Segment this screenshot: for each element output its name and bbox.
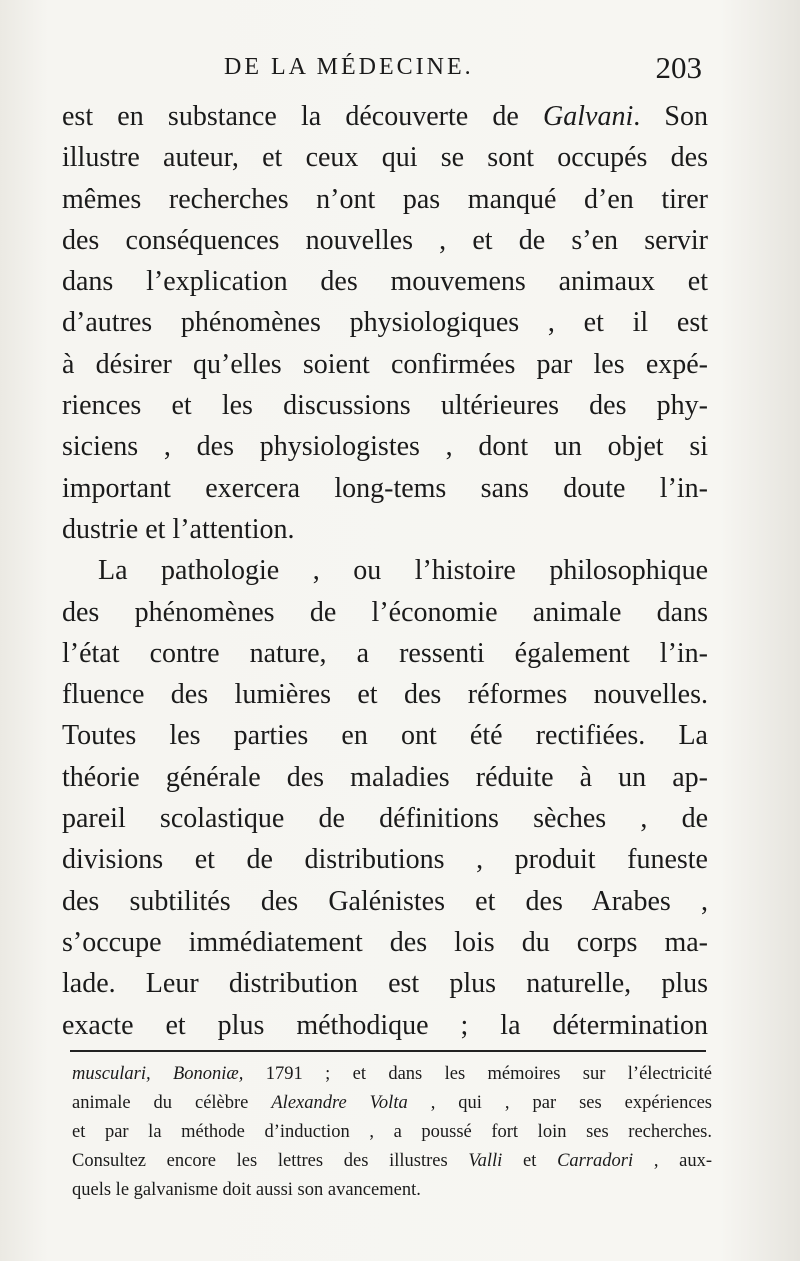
footnote-line: quels le galvanisme doit aussi son avancement. [72,1180,421,1200]
footnote-line: et par la méthode d’induction , a poussé fort loin ses recherches. [72,1122,712,1142]
text-line: fluence des lumières et des réformes nouvelles. [62,679,708,711]
page-number: 203 [655,50,702,85]
text-line: à désirer qu’elles soient confirmées par les expé- [62,348,708,380]
main-text [62,96,708,1046]
footnote-line: Consultez encore les lettres des illustres Valli et Carradori , aux- [72,1151,713,1171]
text-line: lade. Leur distribution est plus naturelle, plus [62,968,708,1000]
text-line: mêmes recherches n’ont pas manqué d’en tirer [62,183,708,215]
text-line: des conséquences nouvelles , et de s’en servir [62,224,708,256]
text-line: exacte et plus méthodique ; la détermination [62,1009,708,1041]
page-header [62,50,702,94]
footnote-line: animale du célèbre Alexandre Volta , qui , par ses expériences [72,1093,712,1113]
text-line: siciens , des physiologistes , dont un objet si [62,431,708,463]
text-line: est en substance la découverte de Galvani. Son [62,101,709,132]
text-line: dustrie et l’attention. [62,513,295,545]
text-line: théorie générale des maladies réduite à un ap- [62,761,708,793]
text-line: pareil scolastique de définitions sèches , de [62,803,708,835]
text-line: illustre auteur, et ceux qui se sont occupés des [62,142,708,174]
footnote [72,1060,712,1205]
text-line: dans l’explication des mouvemens animaux et [62,266,708,298]
text-line: important exercera long-tems sans doute l’in- [62,472,708,504]
text-line: La pathologie , ou l’histoire philosophique [98,555,708,587]
text-line: riences et les discussions ultérieures des phy- [62,390,708,422]
running-head: DE LA MÉDECINE. [224,54,474,80]
text-line: s’occupe immédiatement des lois du corps ma- [62,926,708,958]
text-line: l’état contre nature, a ressenti également l’in- [62,637,708,669]
text-line: divisions et de distributions , produit funeste [62,844,708,876]
text-line: d’autres phénomènes physiologiques , et il est [62,307,708,339]
text-line: Toutes les parties en ont été rectifiées. La [62,720,708,752]
footnote-line: musculari, Bononiæ, 1791 ; et dans les mémoires sur l’électricité [72,1064,712,1084]
text-line: des phénomènes de l’économie animale dans [62,596,708,628]
text-line: des subtilités des Galénistes et des Arabes , [62,885,708,917]
footnote-divider [70,1050,706,1052]
